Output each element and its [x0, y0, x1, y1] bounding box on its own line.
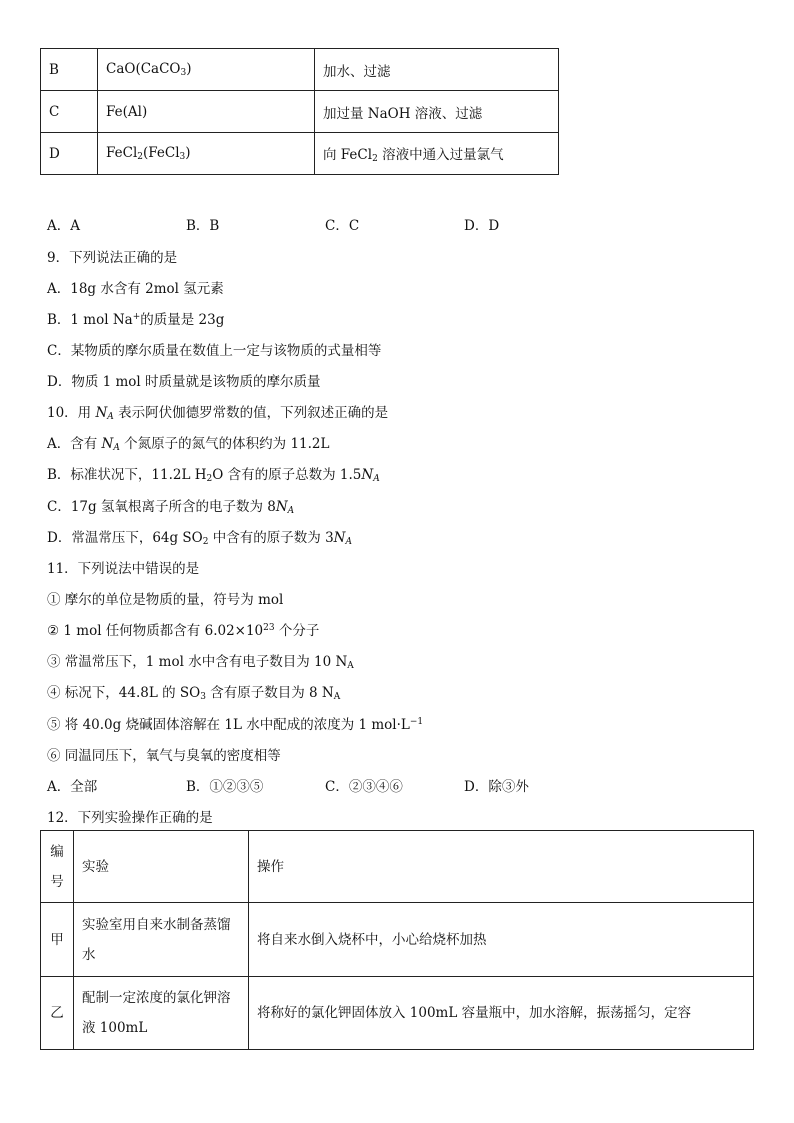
row-no: 乙 [41, 977, 74, 1050]
q11-item-3: ③ 常温常压下，1 mol 水中含有电子数目为 10 $N_A$ [47, 654, 354, 671]
header-operation: 操作 [249, 831, 754, 903]
q11-option-b: B．①②③⑤ [186, 779, 264, 795]
row-method: 向 FeCl$_2$ 溶液中通入过量氯气 [315, 133, 559, 175]
q10-stem: 10．用 $N_A$ 表示阿伏伽德罗常数的值，下列叙述正确的是 [47, 405, 389, 422]
table-row [41, 91, 559, 133]
row-operation: 将自来水倒入烧杯中，小心给烧杯加热 [249, 903, 754, 977]
table-row [41, 977, 754, 1050]
q10-option-a: A．含有 $N_A$ 个氮原子的氮气的体积约为 11.2L [47, 436, 330, 453]
header-experiment: 实验 [74, 831, 249, 903]
q11-item-6: ⑥ 同温同压下，氧气与臭氧的密度相等 [47, 748, 281, 764]
header-no: 编号 [41, 831, 74, 903]
row-substance: Fe(Al) [98, 91, 315, 133]
table-row [41, 903, 754, 977]
q11-item-2: ② 1 mol 任何物质都含有 $6.02\times 10^{23}$ 个分子 [47, 623, 320, 639]
row-substance: CaO(CaCO$_3$) [98, 49, 315, 91]
q9-stem: 9．下列说法正确的是 [47, 250, 178, 266]
row-label: C [41, 91, 98, 133]
row-method: 加过量 NaOH 溶液、过滤 [315, 91, 559, 133]
table-header-row [41, 831, 754, 903]
q11-option-d: D．除③外 [464, 779, 529, 795]
q11-option-a: A．全部 [47, 779, 98, 795]
q8-option-a: A．A [47, 218, 80, 234]
q9-option-b: B．1 mol Na+的质量是 23g [47, 312, 225, 328]
table-row [41, 133, 559, 175]
table-row [41, 49, 559, 91]
q11-item-5: ⑤ 将 40.0g 烧碱固体溶解在 1L 水中配成的浓度为 1 $mol\cdot L^{-1}$ [47, 717, 424, 733]
q10-option-d: D．常温常压下，64g $SO_2$ 中含有的原子数为 $3N_A$ [47, 530, 352, 547]
q9-option-c: C．某物质的摩尔质量在数值上一定与该物质的式量相等 [47, 343, 382, 359]
options-table-top [40, 48, 559, 175]
q8-option-d: D．D [464, 218, 500, 234]
q8-option-b: B．B [186, 218, 220, 234]
row-experiment: 配制一定浓度的氯化钾溶液 100mL [74, 977, 249, 1050]
q12-stem: 12．下列实验操作正确的是 [47, 810, 213, 826]
q10-option-c: C．17g 氢氧根离子所含的电子数为 $8N_A$ [47, 499, 295, 516]
row-experiment: 实验室用自来水制备蒸馏水 [74, 903, 249, 977]
row-label: D [41, 133, 98, 175]
q8-option-c: C．C [325, 218, 360, 234]
row-no: 甲 [41, 903, 74, 977]
q9-option-d: D．物质 1 mol 时质量就是该物质的摩尔质量 [47, 374, 321, 390]
q11-option-c: C．②③④⑥ [325, 779, 403, 795]
row-substance: FeCl$_2$(FeCl$_3$) [98, 133, 315, 175]
q11-item-1: ① 摩尔的单位是物质的量，符号为 mol [47, 592, 284, 608]
q12-table [40, 830, 754, 1050]
row-method: 加水、过滤 [315, 49, 559, 91]
q11-item-4: ④ 标况下，44.8L 的 $SO_3$ 含有原子数目为 8 $N_A$ [47, 685, 341, 702]
row-operation: 将称好的氯化钾固体放入 100mL 容量瓶中，加水溶解，振荡摇匀，定容 [249, 977, 754, 1050]
q9-option-a: A．18g 水含有 2mol 氢元素 [47, 281, 224, 297]
q10-option-b: B．标准状况下，11.2L $H_2O$ 含有的原子总数为 $1.5N_A$ [47, 467, 380, 484]
q11-stem: 11．下列说法中错误的是 [47, 561, 200, 577]
row-label: B [41, 49, 98, 91]
